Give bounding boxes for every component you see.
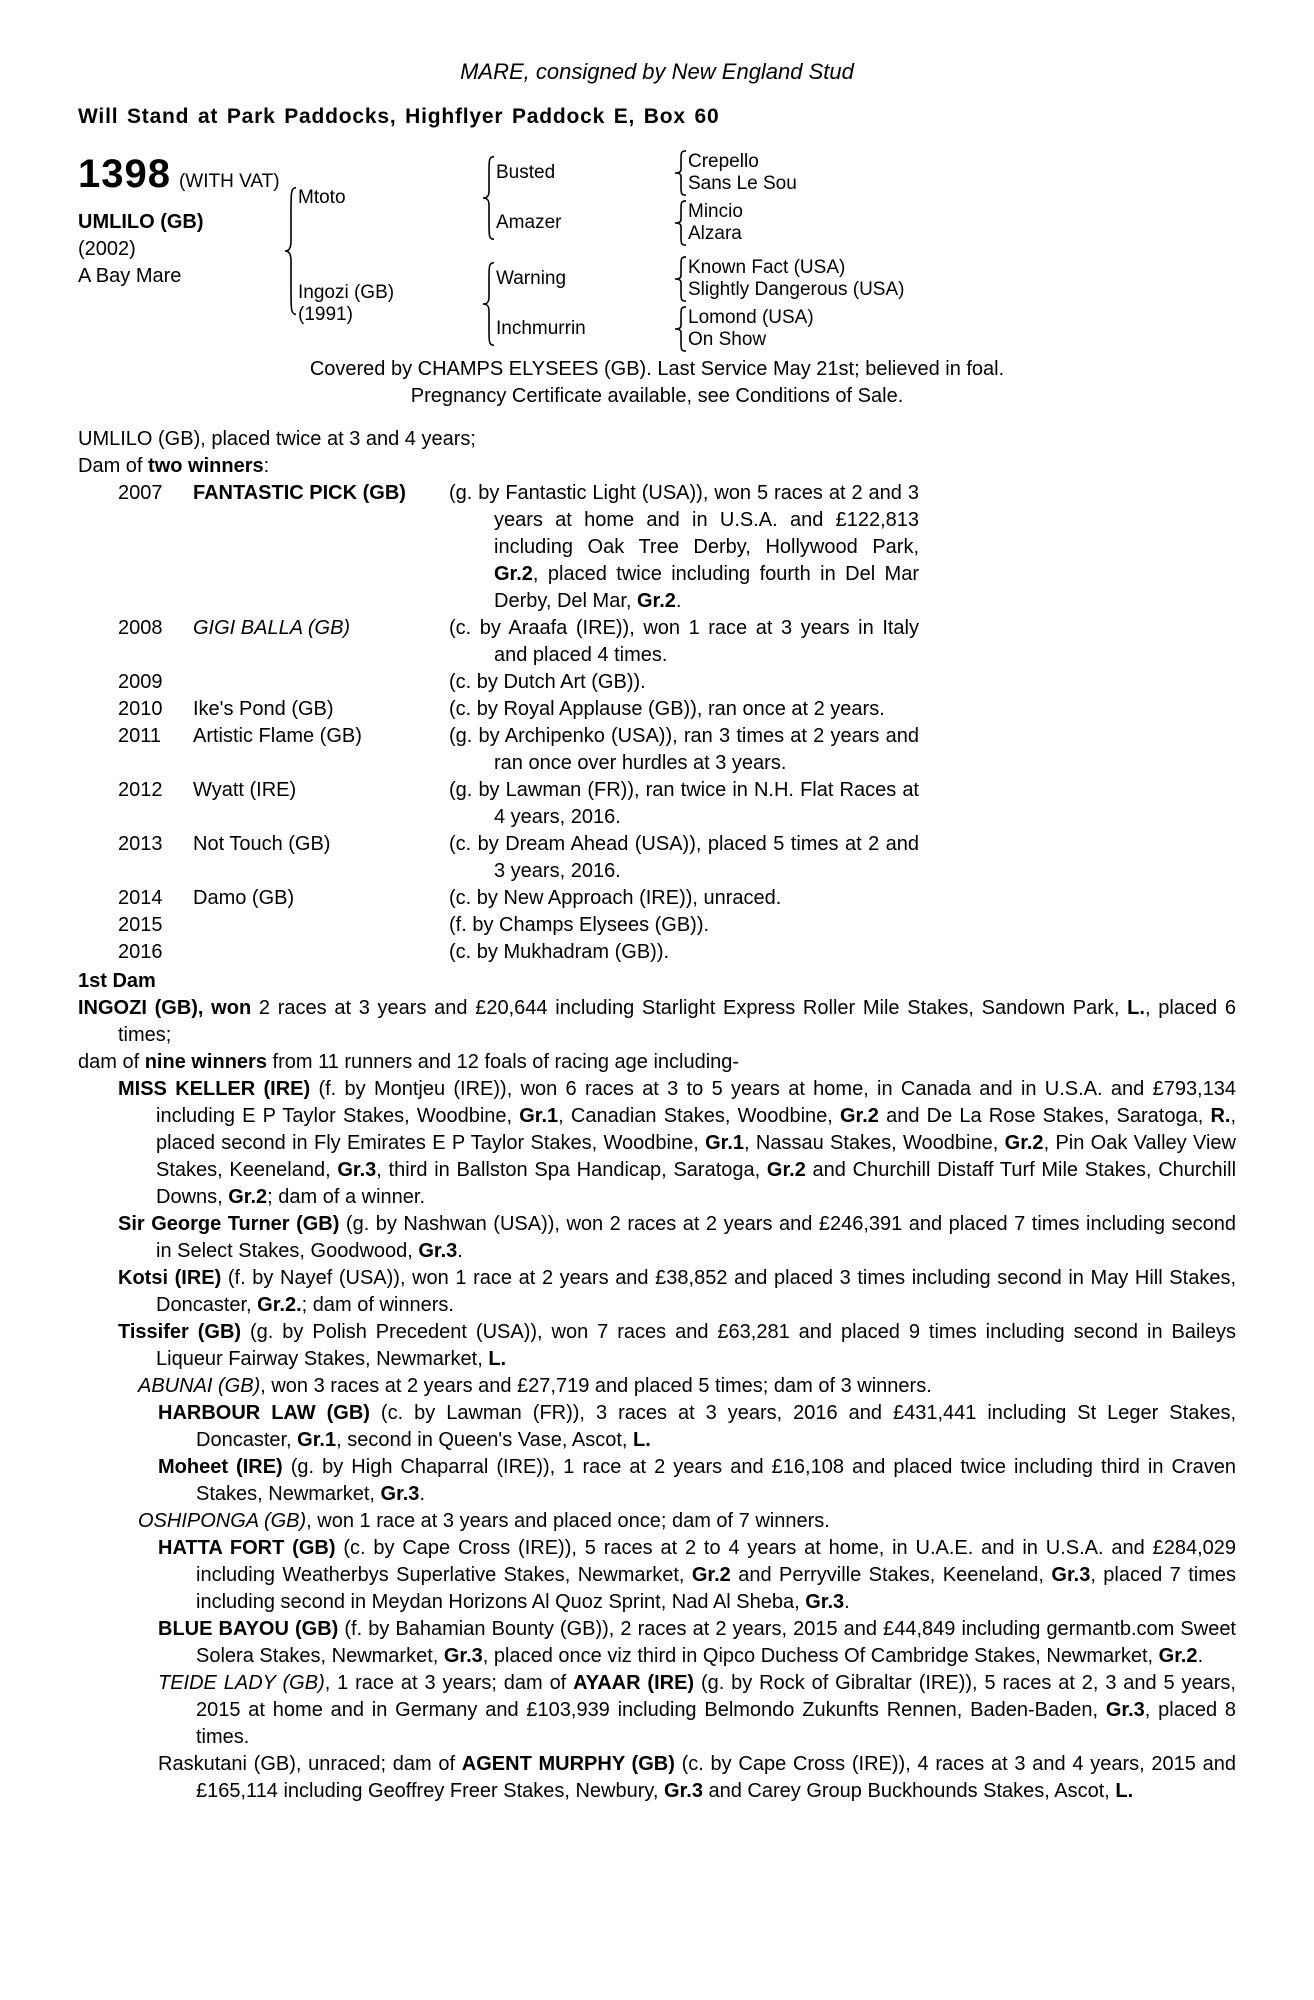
produce-row bbox=[78, 777, 1236, 831]
text-segment: , placed once viz third in Qipco Duchess Of Cambridge Stakes, Newmarket, bbox=[482, 1645, 1159, 1667]
text-segment: Moheet (IRE) bbox=[158, 1456, 283, 1478]
text-segment: (c. by Dream Ahead (USA)), placed 5 times at 2 and 3 years, 2016. bbox=[449, 833, 919, 882]
pedigree-paragraph bbox=[78, 1535, 1236, 1616]
produce-year: 2008 bbox=[118, 617, 163, 639]
produce-details bbox=[449, 696, 919, 723]
dam-dam-sire-name: Lomond (USA) bbox=[688, 307, 814, 328]
text-segment: (f. by Bahamian Bounty (GB)), 2 races at 2 years, 2015 and £44,849 including germantb.com Sweet Solera Stakes, Newmarket, bbox=[196, 1618, 1236, 1667]
produce-details bbox=[449, 939, 919, 966]
produce-details bbox=[449, 831, 919, 885]
produce-year: 2013 bbox=[118, 833, 163, 855]
pedigree-paragraph bbox=[78, 1211, 1236, 1265]
text-segment: (c. by Cape Cross (IRE)), 4 races at 3 and 4 years, 2015 and £165,114 including Geoffrey Freer Stakes, Newbury, bbox=[196, 1753, 1236, 1802]
sire-dam-branch bbox=[496, 200, 797, 246]
text-segment: (g. by High Chaparral (IRE)), 1 race at 2 years and £16,108 and placed twice including third in Craven Stakes, Newmarket, bbox=[196, 1456, 1237, 1505]
text-segment: BLUE BAYOU (GB) bbox=[158, 1618, 339, 1640]
pedigree-block bbox=[78, 150, 1236, 352]
text-segment: nine winners bbox=[144, 1051, 267, 1073]
text-segment: . bbox=[457, 1240, 463, 1262]
text-segment: (g. by Fantastic Light (USA)), won 5 races at 2 and 3 years at home and in U.S.A. and £122,813 including Oak Tree Derby, Hollywood Park, bbox=[449, 482, 919, 558]
text-segment: Raskutani (GB), unraced; dam of bbox=[158, 1753, 462, 1775]
covering-line: Covered by CHAMPS ELYSEES (GB). Last Service May 21st; believed in foal. bbox=[309, 358, 1005, 380]
lot-foal-year: (2002) bbox=[78, 238, 136, 260]
text-segment: Gr.2 bbox=[228, 1186, 268, 1208]
text-segment: INGOZI (GB), won bbox=[78, 997, 252, 1019]
text-segment: Gr.2 bbox=[840, 1105, 879, 1127]
pedigree-paragraph bbox=[78, 1454, 1236, 1508]
text-segment: (c. by Cape Cross (IRE)), 5 races at 2 to 4 years at home, in U.A.E. and in U.S.A. and £284,029 including Weatherbys Superlative Stakes, Newmarket, bbox=[196, 1537, 1236, 1586]
stand-location-line: Will Stand at Park Paddocks, Highflyer Paddock E, Box 60 bbox=[78, 105, 720, 128]
text-segment: , placed second in Fly Emirates E P Taylor Stakes, Woodbine, bbox=[156, 1105, 1236, 1154]
text-segment: L. bbox=[488, 1348, 507, 1370]
produce-details bbox=[449, 777, 919, 831]
mare-record-intro: UMLILO (GB), placed twice at 3 and 4 years; bbox=[78, 428, 476, 450]
text-segment: Gr.2. bbox=[257, 1294, 302, 1316]
sire-dam-sire-name: Mincio bbox=[688, 201, 743, 222]
pedigree-sire-branch bbox=[298, 150, 904, 246]
dam-dam-dam-name: On Show bbox=[688, 329, 767, 350]
pedigree-brace-icon bbox=[674, 200, 688, 246]
text-segment: , second in Queen's Vase, Ascot, bbox=[336, 1429, 634, 1451]
produce-year: 2012 bbox=[118, 779, 163, 801]
text-segment: Gr.1 bbox=[297, 1429, 337, 1451]
text-segment: Kotsi (IRE) bbox=[118, 1267, 222, 1289]
text-segment: (c. by Royal Applause (GB)), ran once at 2 years. bbox=[449, 698, 885, 720]
text-segment: ; dam of winners. bbox=[301, 1294, 454, 1316]
dam-dam-name: Inchmurrin bbox=[496, 318, 586, 339]
text-segment: and Carey Group Buckhounds Stakes, Ascot, bbox=[702, 1780, 1116, 1802]
text-segment: Gr.2 bbox=[766, 1159, 806, 1181]
text-segment: Sir George Turner (GB) bbox=[118, 1213, 340, 1235]
text-segment: (c. by Lawman (FR)), 3 races at 3 years, 2016 and £431,441 including St Leger Stakes, Doncaster, bbox=[196, 1402, 1236, 1451]
text-segment: Gr.3 bbox=[337, 1159, 377, 1181]
text-segment: L. bbox=[1127, 997, 1145, 1019]
text-segment: from 11 runners and 12 foals of racing age including- bbox=[266, 1051, 740, 1073]
produce-details bbox=[449, 912, 919, 939]
text-segment: Gr.3 bbox=[380, 1483, 420, 1505]
text-segment: L. bbox=[1115, 1780, 1134, 1802]
text-segment: Gr.1 bbox=[519, 1105, 559, 1127]
text-segment: . bbox=[419, 1483, 425, 1505]
text-segment: , won 3 races at 2 years and £27,719 and placed 5 times; dam of 3 winners. bbox=[260, 1375, 932, 1397]
produce-year: 2014 bbox=[118, 887, 163, 909]
text-segment: , placed 7 times including second in Meydan Horizons Al Quoz Sprint, Nad Al Sheba, bbox=[196, 1564, 1236, 1613]
text-segment: (g. by Rock of Gibraltar (IRE)), 5 races at 2, 3 and 5 years, 2015 at home and in Germany and £103,939 including Belmondo Zukunfts Rennen, Baden-Baden, bbox=[196, 1672, 1236, 1721]
produce-year: 2016 bbox=[118, 941, 163, 963]
text-segment: , placed 6 times; bbox=[118, 997, 1236, 1046]
pregnancy-certificate-line: Pregnancy Certificate available, see Conditions of Sale. bbox=[410, 385, 904, 407]
sire-sire-branch bbox=[496, 150, 797, 196]
pedigree-paragraph bbox=[78, 1670, 1236, 1751]
text-segment: (g. by Nashwan (USA)), won 2 races at 2 years and £246,391 and placed 7 times including second in Select Stakes, Goodwood, bbox=[156, 1213, 1237, 1262]
text-segment: two winners bbox=[148, 455, 264, 477]
sire-sire-sire-name: Crepello bbox=[688, 151, 759, 172]
pedigree-brace-icon bbox=[284, 185, 298, 317]
produce-year: 2011 bbox=[118, 725, 162, 747]
text-segment: Gr.2 bbox=[1004, 1132, 1044, 1154]
produce-row bbox=[78, 480, 1236, 615]
text-segment: Gr.3 bbox=[443, 1645, 483, 1667]
produce-year: 2015 bbox=[118, 914, 163, 936]
produce-horse-name: Ike's Pond (GB) bbox=[193, 698, 334, 720]
text-segment: Gr.2 bbox=[494, 563, 533, 585]
lot-number: 1398 bbox=[78, 152, 171, 196]
text-segment: Gr.3 bbox=[664, 1780, 703, 1802]
produce-table bbox=[78, 480, 1236, 966]
pedigree-paragraph bbox=[78, 1319, 1236, 1373]
text-segment: ABUNAI (GB) bbox=[138, 1375, 261, 1397]
lot-block bbox=[78, 150, 284, 352]
produce-horse-name: Artistic Flame (GB) bbox=[193, 725, 362, 747]
first-dam-paragraphs bbox=[78, 995, 1236, 1805]
text-segment: Gr.3 bbox=[1105, 1699, 1145, 1721]
text-segment: . bbox=[844, 1591, 850, 1613]
text-segment: Gr.3 bbox=[418, 1240, 458, 1262]
lot-number-row bbox=[78, 154, 284, 195]
text-segment: R. bbox=[1210, 1105, 1231, 1127]
produce-details bbox=[449, 669, 919, 696]
pedigree-paragraph bbox=[78, 1265, 1236, 1319]
dam-dam-branch bbox=[496, 306, 904, 352]
text-segment: 2 races at 3 years and £20,644 including Starlight Express Roller Mile Stakes, Sandown Park, bbox=[251, 997, 1128, 1019]
pedigree-brace-icon bbox=[674, 256, 688, 302]
sire-sire-name: Busted bbox=[496, 162, 556, 183]
sire-dam-name: Amazer bbox=[496, 212, 562, 233]
lot-color-sex: A Bay Mare bbox=[78, 265, 182, 287]
produce-row bbox=[78, 723, 1236, 777]
dam-sire-dam-name: Slightly Dangerous (USA) bbox=[688, 279, 905, 300]
text-segment: : bbox=[263, 455, 270, 477]
produce-row bbox=[78, 939, 1236, 966]
text-segment: Gr.1 bbox=[705, 1132, 744, 1154]
produce-row bbox=[78, 615, 1236, 669]
pedigree-tree bbox=[284, 150, 1236, 352]
dam-sire-branch bbox=[496, 256, 904, 302]
produce-details bbox=[449, 480, 919, 615]
text-segment: , third in Ballston Spa Handicap, Saratoga, bbox=[376, 1159, 767, 1181]
text-segment: Gr.2 bbox=[1158, 1645, 1198, 1667]
produce-horse-name: Damo (GB) bbox=[193, 887, 295, 909]
page-title: MARE, consigned by New England Stud bbox=[460, 59, 854, 84]
text-segment: HATTA FORT (GB) bbox=[158, 1537, 336, 1559]
produce-row bbox=[78, 831, 1236, 885]
text-segment: Dam of bbox=[78, 455, 149, 477]
produce-details bbox=[449, 615, 919, 669]
pedigree-paragraph bbox=[78, 1508, 1236, 1535]
text-segment: , placed 8 times. bbox=[196, 1699, 1236, 1748]
text-segment: and Perryville Stakes, Keeneland, bbox=[730, 1564, 1052, 1586]
covering-statement bbox=[78, 356, 1236, 410]
produce-details bbox=[449, 723, 919, 777]
text-segment: (c. by Araafa (IRE)), won 1 race at 3 years in Italy and placed 4 times. bbox=[449, 617, 919, 666]
produce-year: 2009 bbox=[118, 671, 163, 693]
sire-dam-dam-name: Alzara bbox=[688, 223, 742, 244]
sire-sire-dam-name: Sans Le Sou bbox=[688, 173, 797, 194]
pedigree-paragraph bbox=[78, 1373, 1236, 1400]
text-segment: Gr.2 bbox=[637, 590, 676, 612]
text-segment: MISS KELLER (IRE) bbox=[118, 1078, 311, 1100]
lot-horse-name: UMLILO (GB) bbox=[78, 211, 204, 233]
text-segment: , placed twice including fourth in Del Mar Derby, Del Mar, bbox=[494, 563, 919, 612]
text-segment: , Nassau Stakes, Woodbine, bbox=[744, 1132, 1005, 1154]
text-segment: Gr.3 bbox=[805, 1591, 845, 1613]
pedigree-brace-icon bbox=[482, 155, 496, 241]
mare-record-dam-of bbox=[78, 453, 1236, 480]
produce-horse-name: GIGI BALLA (GB) bbox=[193, 617, 351, 639]
text-segment: (g. by Archipenko (USA)), ran 3 times at 2 years and ran once over hurdles at 3 years. bbox=[449, 725, 919, 774]
sire-name: Mtoto bbox=[298, 187, 346, 208]
pedigree-paragraph bbox=[78, 1751, 1236, 1805]
pedigree-paragraph bbox=[78, 1616, 1236, 1670]
dam-name-block bbox=[298, 282, 482, 326]
text-segment: (g. by Polish Precedent (USA)), won 7 races and £63,281 and placed 9 times including second in Baileys Liqueur Fairway Stakes, Newmarket, bbox=[156, 1321, 1236, 1370]
text-segment: Gr.2 bbox=[691, 1564, 731, 1586]
produce-year: 2010 bbox=[118, 698, 163, 720]
text-segment: TEIDE LADY (GB) bbox=[158, 1672, 325, 1694]
pedigree-paragraph bbox=[78, 1049, 1236, 1076]
text-segment: AGENT MURPHY (GB) bbox=[461, 1753, 675, 1775]
text-segment: . bbox=[675, 590, 682, 612]
pedigree-dam-branch bbox=[298, 256, 904, 352]
produce-details bbox=[449, 885, 919, 912]
text-segment: AYAAR (IRE) bbox=[573, 1672, 695, 1694]
text-segment: (f. by Nayef (USA)), won 1 race at 2 years and £38,852 and placed 3 times including second in May Hill Stakes, Doncaster, bbox=[156, 1267, 1236, 1316]
text-segment: (c. by New Approach (IRE)), unraced. bbox=[449, 887, 782, 909]
produce-row bbox=[78, 912, 1236, 939]
pedigree-brace-icon bbox=[674, 150, 688, 196]
produce-horse-name: Wyatt (IRE) bbox=[193, 779, 297, 801]
produce-row bbox=[78, 669, 1236, 696]
pedigree-paragraph bbox=[78, 1076, 1236, 1211]
text-segment: , Canadian Stakes, Woodbine, bbox=[558, 1105, 840, 1127]
text-segment: (c. by Dutch Art (GB)). bbox=[449, 671, 646, 693]
produce-year: 2007 bbox=[118, 482, 163, 504]
text-segment: ; dam of a winner. bbox=[267, 1186, 426, 1208]
text-segment: dam of bbox=[78, 1051, 145, 1073]
first-dam-heading: 1st Dam bbox=[78, 970, 156, 992]
pedigree-paragraph bbox=[78, 995, 1236, 1049]
text-segment: HARBOUR LAW (GB) bbox=[158, 1402, 370, 1424]
dam-foal-year: (1991) bbox=[298, 304, 353, 325]
dam-sire-name: Warning bbox=[496, 268, 567, 289]
text-segment: (f. by Montjeu (IRE)), won 6 races at 3 to 5 years at home, in Canada and in U.S.A. and £793,134 including E P Taylor Stakes, Woodbine, bbox=[156, 1078, 1236, 1127]
text-segment: Gr.3 bbox=[1051, 1564, 1091, 1586]
dam-name: Ingozi (GB) bbox=[298, 282, 395, 303]
text-segment: , won 1 race at 3 years and placed once; dam of 7 winners. bbox=[306, 1510, 830, 1532]
pedigree-brace-icon bbox=[674, 306, 688, 352]
text-segment: L. bbox=[633, 1429, 651, 1451]
text-segment: . bbox=[1197, 1645, 1204, 1667]
produce-horse-name: Not Touch (GB) bbox=[193, 833, 331, 855]
produce-row bbox=[78, 885, 1236, 912]
dam-sire-sire-name: Known Fact (USA) bbox=[688, 257, 846, 278]
text-segment: (c. by Mukhadram (GB)). bbox=[449, 941, 670, 963]
text-segment: and Churchill Distaff Turf Mile Stakes, Churchill Downs, bbox=[156, 1159, 1237, 1208]
produce-row bbox=[78, 696, 1236, 723]
text-segment: (g. by Lawman (FR)), ran twice in N.H. Flat Races at 4 years, 2016. bbox=[449, 779, 919, 828]
pedigree-paragraph bbox=[78, 1400, 1236, 1454]
produce-horse-name: FANTASTIC PICK (GB) bbox=[193, 482, 406, 504]
pedigree-brace-icon bbox=[482, 261, 496, 347]
vat-note: (WITH VAT) bbox=[178, 171, 280, 192]
text-segment: (f. by Champs Elysees (GB)). bbox=[449, 914, 710, 936]
text-segment: , 1 race at 3 years; dam of bbox=[324, 1672, 574, 1694]
text-segment: Tissifer (GB) bbox=[118, 1321, 242, 1343]
text-segment: , Pin Oak Valley View Stakes, Keeneland, bbox=[156, 1132, 1236, 1181]
text-segment: OSHIPONGA (GB) bbox=[138, 1510, 307, 1532]
text-segment: and De La Rose Stakes, Saratoga, bbox=[878, 1105, 1211, 1127]
